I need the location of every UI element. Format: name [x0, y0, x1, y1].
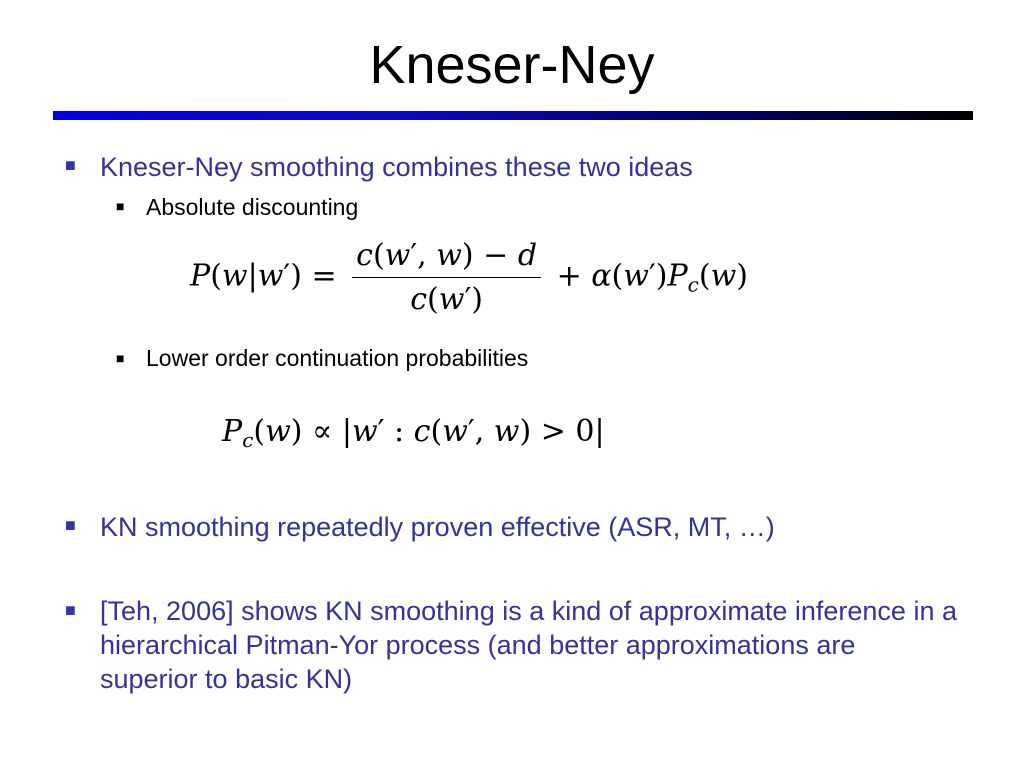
- sub-bullet-square-icon: ■: [116, 198, 125, 214]
- bullet-square-icon: ■: [65, 155, 76, 175]
- bullet-square-icon: ■: [65, 600, 76, 620]
- bullet-square-icon: ■: [65, 515, 76, 535]
- discount-fraction: [352, 238, 541, 317]
- absolute-discounting-formula: P(w|w′) = $\frac{c(w', w) - d}{c(w')}$ + $\alpha(w')P_c(w)$: [190, 238, 748, 317]
- title-underline: [53, 111, 973, 120]
- sub-bullet-2-text: Lower order continuation probabilities: [146, 345, 529, 371]
- bullet-3-text: [Teh, 2006] shows KN smoothing is a kind of approximate inference in a hierarchical Pitman-Yor process (and better approximations are superior to basic KN): [100, 596, 957, 694]
- fraction-denominator: c(w′): [410, 282, 483, 317]
- sub-bullet-1-text: Absolute discounting: [146, 194, 359, 220]
- slide-title: Kneser-Ney: [369, 35, 655, 95]
- bullet-1-text: Kneser-Ney smoothing combines these two ideas: [100, 152, 693, 182]
- sub-bullet-square-icon: ■: [116, 350, 125, 366]
- bullet-2-text: KN smoothing repeatedly proven effective (ASR, MT, …): [100, 512, 775, 542]
- continuation-probability-formula: $P_c(w) \propto |w'$ : c(w′, w) > 0|: [222, 414, 605, 452]
- fraction-numerator: c(w′, w) − d: [352, 238, 541, 278]
